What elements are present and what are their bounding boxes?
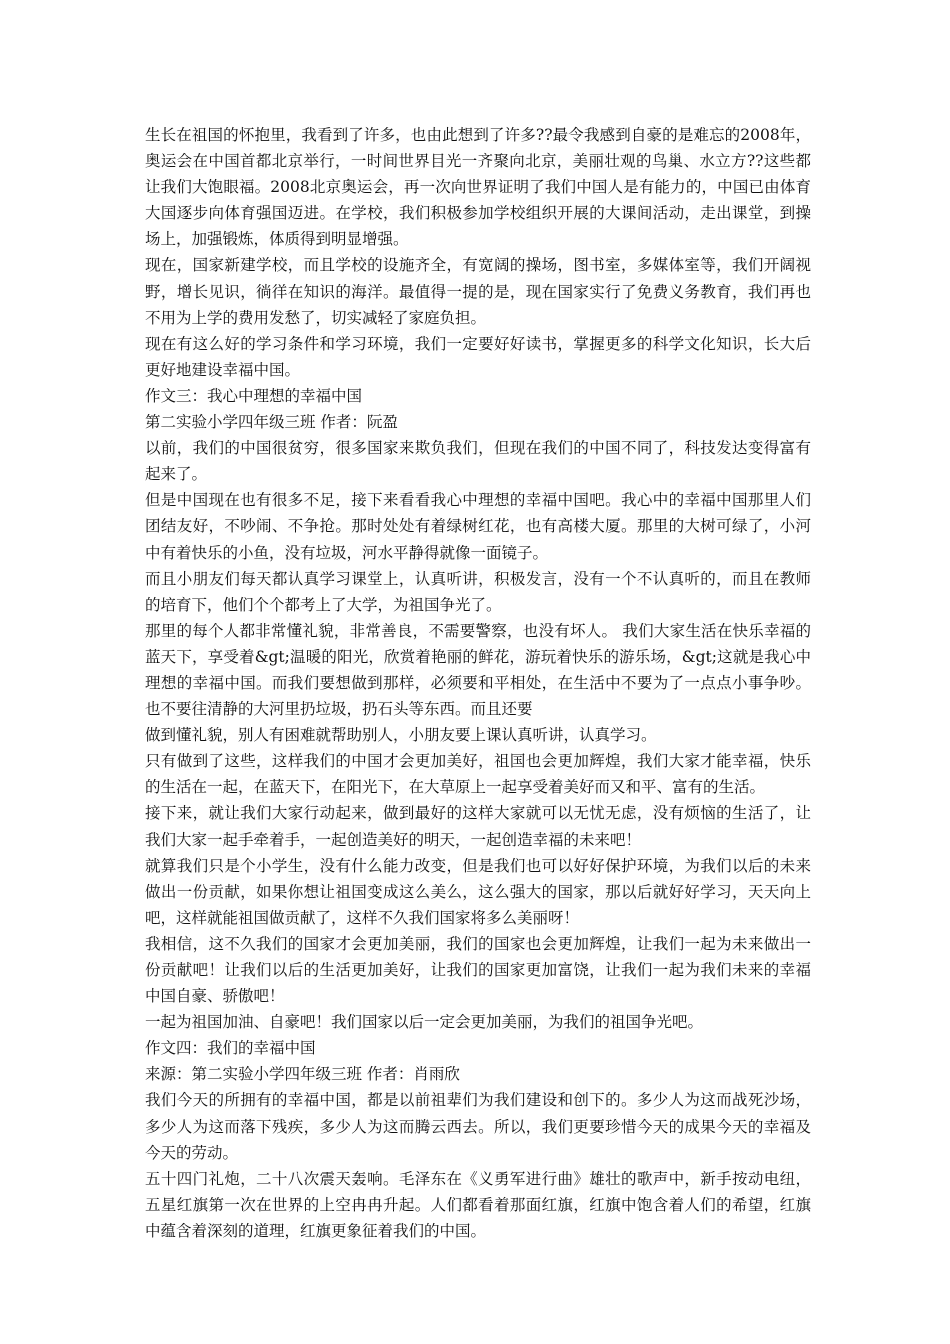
paragraph: 而且小朋友们每天都认真学习课堂上，认真听讲，积极发言，没有一个不认真听的，而且在教师的培育下，他们个个都考上了大学，为祖国争光了。 [145,569,811,614]
essay-title: 作文三：我心中理想的幸福中国 [145,386,363,405]
essay-title: 作文四：我们的幸福中国 [145,1039,316,1058]
paragraph: 只有做到了这些，这样我们的中国才会更加美好，祖国也会更加辉煌，我们大家才能幸福，快乐的生活在一起，在蓝天下，在阳光下，在大草原上一起享受着美好而又和平、富有的生活。 [145,752,811,797]
paragraph: 那里的每个人都非常懂礼貌，非常善良，不需要警察，也没有坏人。 我们大家生活在快乐幸福的蓝天下，享受着&gt;温暖的阳光，欣赏着艳丽的鲜花，游玩着快乐的游乐场，&gt;这就是我心中理想的幸福中国。而我们要想做到那样，必须要和平相处，在生活中不要为了一点点小事争吵。也不要往清静的大河里扔垃圾，扔石头等东西。而且还要 [145,621,811,719]
paragraph: 现在，国家新建学校，而且学校的设施齐全，有宽阔的操场，图书室，多媒体室等，我们开阔视野，增长见识，徜徉在知识的海洋。最值得一提的是，现在国家实行了免费义务教育，我们再也不用为上学的费用发愁了，切实减轻了家庭负担。 [145,256,811,327]
essay-author-line: 第二实验小学四年级三班 作者：阮盈 [145,413,398,432]
paragraph: 我们今天的所拥有的幸福中国，都是以前祖辈们为我们建设和创下的。多少人为这而战死沙场，多少人为这而落下残疾，多少人为这而腾云西去。所以，我们更要珍惜今天的成果今天的幸福及今天的劳动。 [145,1091,811,1162]
paragraph: 生长在祖国的怀抱里，我看到了许多，也由此想到了许多??最令我感到自豪的是难忘的2008年，奥运会在中国首都北京举行，一时间世界目光一齐聚向北京，美丽壮观的鸟巢、水立方??这些都让我们大饱眼福。2008北京奥运会，再一次向世界证明了我们中国人是有能力的，中国已由体育大国逐步向体育强国迈进。在学校，我们积极参加学校组织开展的大课间活动，走出课堂，到操场上，加强锻炼，体质得到明显增强。 [145,126,811,249]
essay-author-line: 来源：第二实验小学四年级三班 作者：肖雨欣 [145,1065,460,1084]
paragraph: 但是中国现在也有很多不足，接下来看看我心中理想的幸福中国吧。我心中的幸福中国那里人们团结友好，不吵闹、不争抢。那时处处有着绿树红花，也有高楼大厦。那里的大树可绿了，小河中有着快乐的小鱼，没有垃圾，河水平静得就像一面镜子。 [145,491,811,562]
paragraph: 接下来，就让我们大家行动起来，做到最好的这样大家就可以无忧无虑，没有烦恼的生活了，让我们大家一起手牵着手，一起创造美好的明天，一起创造幸福的未来吧！ [145,804,811,849]
paragraph: 就算我们只是个小学生，没有什么能力改变，但是我们也可以好好保护环境，为我们以后的未来做出一份贡献，如果你想让祖国变成这么美么，这么强大的国家，那以后就好好学习，天天向上吧，这样就能祖国做贡献了，这样不久我们国家将多么美丽呀！ [145,856,811,927]
paragraph: 现在有这么好的学习条件和学习环境，我们一定要好好读书，掌握更多的科学文化知识，长大后更好地建设幸福中国。 [145,334,811,379]
paragraph: 一起为祖国加油、自豪吧！我们国家以后一定会更加美丽，为我们的祖国争光吧。 [145,1013,704,1032]
paragraph: 我相信，这不久我们的国家才会更加美丽，我们的国家也会更加辉煌，让我们一起为未来做出一份贡献吧！让我们以后的生活更加美好，让我们的国家更加富饶，让我们一起为我们未来的幸福中国自豪、骄傲吧！ [145,934,811,1006]
paragraph: 五十四门礼炮，二十八次震天轰响。毛泽东在《义勇军进行曲》雄壮的歌声中，新手按动电纽，五星红旗第一次在世界的上空冉冉升起。人们都看着那面红旗，红旗中饱含着人们的希望，红旗中蕴含着深刻的道理，红旗更象征着我们的中国。 [145,1169,811,1240]
paragraph: 做到懂礼貌，别人有困难就帮助别人，小朋友要上课认真听讲，认真学习。 [145,726,657,745]
document-page [145,122,811,1244]
paragraph: 以前，我们的中国很贫穷，很多国家来欺负我们，但现在我们的中国不同了，科技发达变得富有起来了。 [145,439,811,484]
